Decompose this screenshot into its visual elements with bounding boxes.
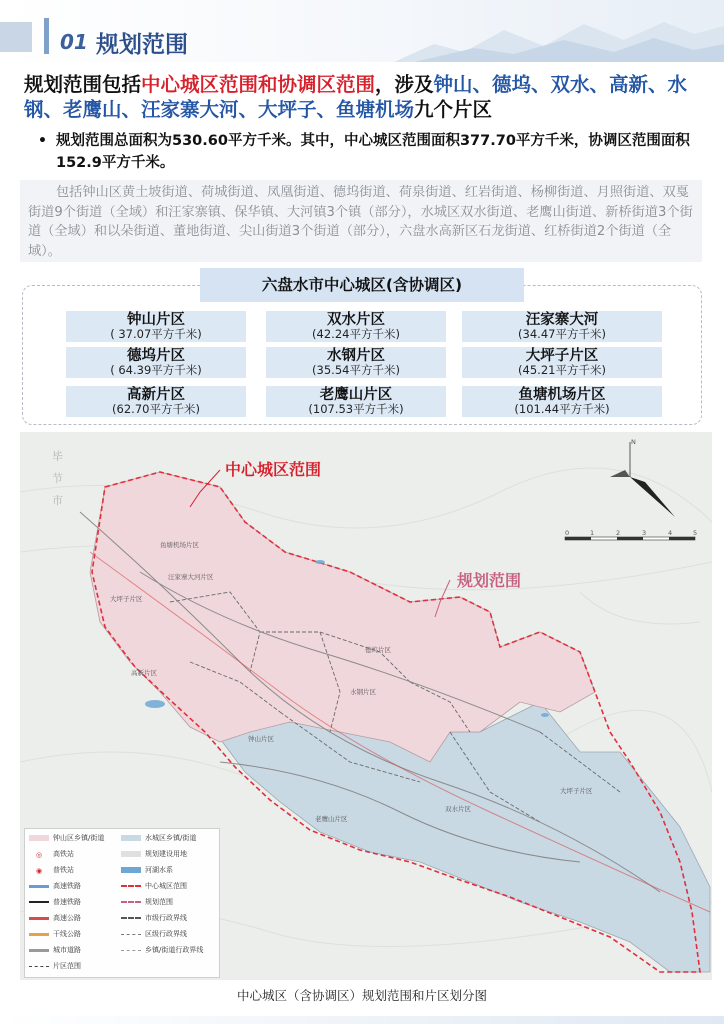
district-name: 钟山片区	[127, 312, 185, 328]
scope-description: 包括钟山区黄土坡街道、荷城街道、凤凰街道、德坞街道、荷泉街道、红岩街道、杨柳街道、月照街道、双戛街道9个街道（全域）和汪家寨镇、保华镇、大河镇3个镇（部分），水城区双水街道、老鹰山街道、新桥街道3个街道（全域）和以朵街道、董地街道、尖山街道3个街道（部分），六盘水高新区石龙街道、红桥街道2个街道（全域）。	[20, 180, 702, 262]
district-area: (62.70平方千米)	[112, 402, 200, 416]
legend-item: 区级行政界线	[121, 929, 187, 939]
district-area: (34.47平方千米)	[518, 327, 606, 341]
district-area: (101.44平方千米)	[514, 402, 610, 416]
legend-item: 干线公路	[29, 929, 81, 939]
adjacent-city-label: 毕节市	[52, 450, 63, 507]
district-area: (45.21平方千米)	[518, 363, 606, 377]
district-name: 鱼塘机场片区	[518, 387, 606, 403]
headline-part1: 规划范围包括	[24, 73, 142, 96]
map-district-label: 水钢片区	[350, 688, 376, 696]
district-area: (35.54平方千米)	[312, 363, 400, 377]
headline	[24, 72, 714, 122]
district-cell	[66, 347, 246, 378]
legend-item: 城市道路	[29, 945, 81, 955]
map-caption: 中心城区（含协调区）规划范围和片区划分图	[236, 988, 487, 1003]
district-cell	[66, 311, 246, 342]
district-cell	[266, 311, 446, 342]
district-cell	[462, 347, 662, 378]
district-name: 水钢片区	[327, 348, 385, 364]
map-district-label: 大坪子片区	[560, 787, 593, 795]
map-district-label: 钟山片区	[248, 735, 274, 743]
map-district-label: 高新片区	[131, 669, 157, 677]
header-accent-block	[0, 22, 32, 52]
district-area: (42.24平方千米)	[312, 327, 400, 341]
legend-item: 水城区乡镇/街道	[121, 833, 196, 843]
map-district-label: 双水片区	[445, 805, 471, 813]
legend-item: 片区范围	[29, 961, 81, 971]
district-cell	[462, 311, 662, 342]
headline-red-highlight: 中心城区范围和协调区范围	[141, 73, 376, 96]
legend-item: 高速铁路	[29, 881, 81, 891]
legend-item: 钟山区乡镇/街道	[29, 833, 104, 843]
page-header	[0, 0, 724, 62]
scale-label: 0	[565, 529, 570, 537]
legend-item: ◉ 普铁站	[35, 866, 74, 875]
district-cell	[266, 347, 446, 378]
area-summary-bullet	[30, 130, 700, 174]
map-district-label: 德坞片区	[365, 646, 391, 654]
map-legend	[24, 828, 220, 978]
headline-blue-highlight: 钟山、德坞、双水、高新、水钢、老鹰山、汪家寨大河、大坪子、鱼塘机场	[24, 73, 688, 121]
district-name: 老鹰山片区	[319, 387, 393, 403]
scale-label: 5	[693, 529, 698, 537]
headline-part3: 九个片区	[414, 98, 493, 121]
legend-item: ◎ 高铁站	[35, 850, 74, 859]
scale-label: 3	[642, 529, 647, 537]
district-cell	[66, 386, 246, 417]
map-district-label: 汪家寨大河片区	[168, 573, 214, 581]
planning-scope-callout: 规划范围	[457, 571, 522, 590]
scale-bar	[565, 537, 695, 540]
district-panel-title: 六盘水市中心城区(含协调区)	[200, 268, 524, 302]
district-name: 大坪子片区	[525, 348, 599, 364]
footer-decoration	[0, 1016, 724, 1024]
header-accent-bar	[44, 18, 49, 54]
scale-label: 2	[616, 529, 621, 537]
map-district-label: 老鹰山片区	[315, 815, 348, 823]
legend-item: 规划范围	[121, 897, 173, 907]
legend-item: 乡镇/街道行政界线	[121, 945, 203, 955]
district-name: 高新片区	[127, 387, 185, 403]
center-city-callout: 中心城区范围	[225, 460, 322, 479]
map-district-label: 大坪子片区	[110, 595, 143, 603]
header-mountain-decoration	[394, 0, 724, 62]
headline-part2: ，涉及	[375, 73, 434, 96]
scale-label: 1	[590, 529, 595, 537]
planning-map	[20, 432, 712, 980]
district-name: 双水片区	[327, 312, 385, 328]
district-cell	[266, 386, 446, 417]
legend-item: 河湖水系	[121, 865, 173, 875]
district-area: (107.53平方千米)	[308, 402, 404, 416]
area-summary-text: 规划范围总面积为530.60平方千米。其中，中心城区范围面积377.70平方千米，协调区范围面积152.9平方千米。	[56, 133, 690, 171]
legend-item: 市级行政界线	[121, 913, 187, 923]
legend-item: 高速公路	[29, 913, 81, 923]
scale-label: 4	[668, 529, 673, 537]
map-district-label: 鱼塘机场片区	[160, 541, 199, 549]
district-cell	[462, 386, 662, 417]
section-number: 01	[60, 30, 88, 54]
legend-item: 普速铁路	[29, 897, 81, 907]
north-label: N	[631, 438, 636, 446]
district-area: ( 37.07平方千米)	[110, 327, 202, 341]
legend-item: 中心城区范围	[121, 881, 187, 891]
bullet-dot-icon: •	[38, 133, 47, 149]
district-area: ( 64.39平方千米)	[110, 363, 202, 377]
district-name: 德坞片区	[127, 348, 185, 364]
section-title: 规划范围	[96, 32, 188, 58]
district-name: 汪家寨大河	[525, 312, 599, 328]
legend-item: 规划建设用地	[121, 849, 187, 859]
